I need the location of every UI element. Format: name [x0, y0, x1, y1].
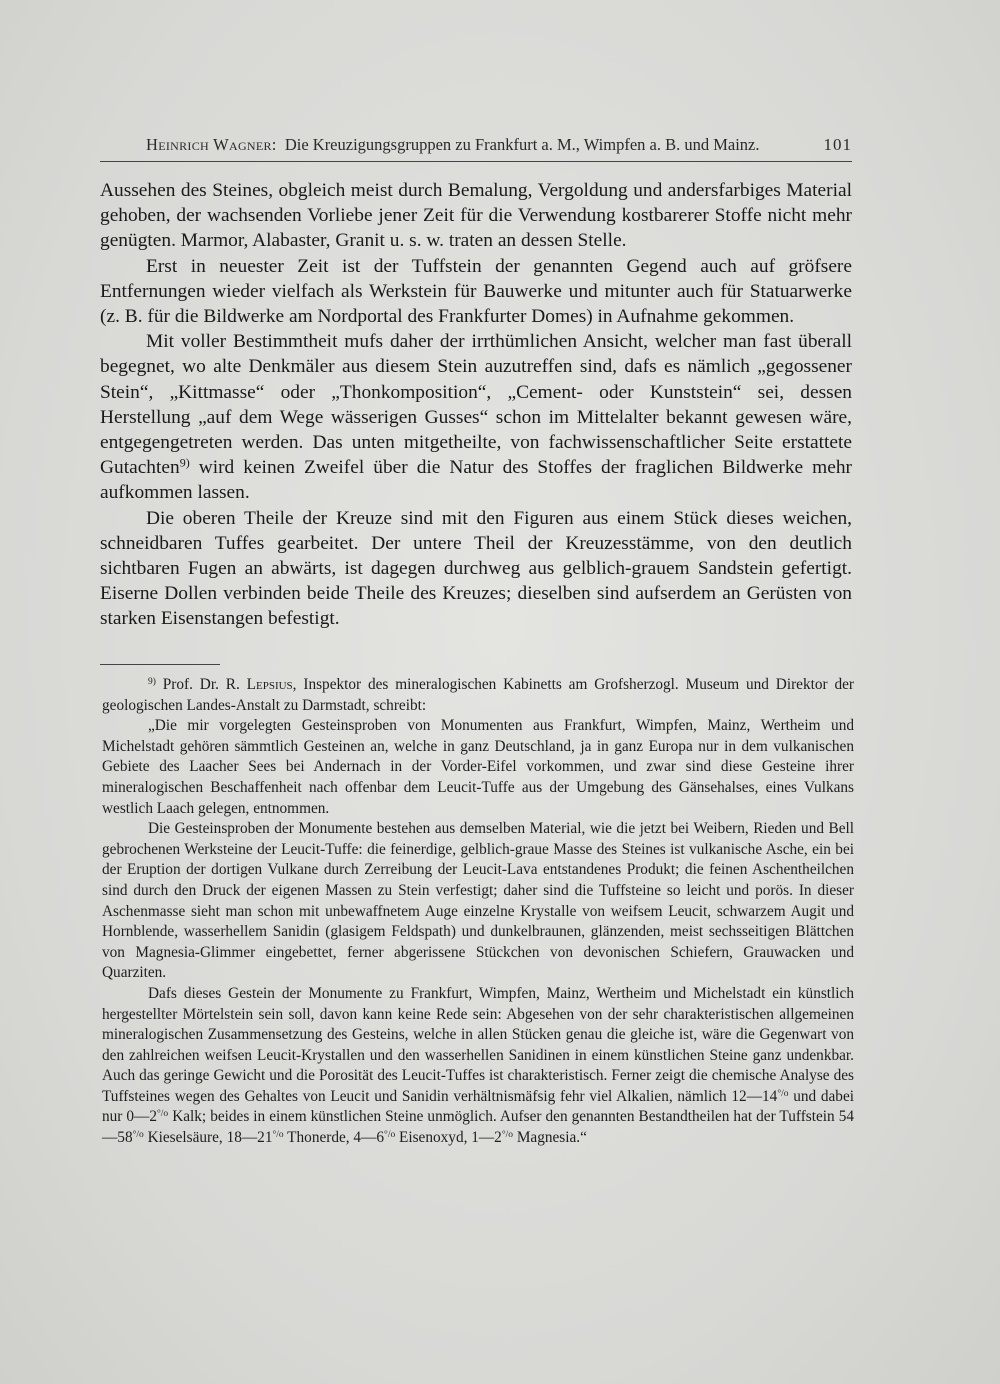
footnote-marker: 9) — [148, 676, 156, 687]
percent-sign: °/o — [132, 1129, 144, 1140]
page-number: 101 — [823, 135, 852, 154]
header-rule — [100, 161, 852, 162]
percent-sign: °/o — [157, 1109, 169, 1120]
paragraph-2: Erst in neuester Zeit ist der Tuffstein der genannten Gegend auch auf gröfsere Entfernungen wieder vielfach als Werkstein für Bauwerke und mitunter auch für Statuarwerke (z. B. für die Bildwerke am Nordportal des Frankfurter Domes) in Aufnahme gekommen. — [100, 255, 852, 328]
percent-sign: °/o — [272, 1129, 284, 1140]
quote-3-part-b: und dabei nur 0—2 — [102, 1087, 854, 1126]
footnote-intro — [102, 675, 854, 716]
paragraph-3 — [100, 329, 852, 505]
quote-3-part-g: Magnesia.“ — [513, 1129, 587, 1147]
quote-3-part-c: Kalk; beides in einem künstlichen Steine unmöglich. Aufser den genannten Bestandtheilen hat der Tuffstein 54—58 — [102, 1108, 854, 1147]
footnote-author-name: Lepsius — [246, 676, 293, 693]
running-header — [146, 132, 852, 158]
footnote-quote-3 — [102, 984, 854, 1149]
percent-sign: °/o — [384, 1129, 396, 1140]
percent-sign: °/o — [501, 1129, 513, 1140]
quote-3-part-d: Kieselsäure, 18—21 — [143, 1129, 273, 1147]
footnote-quote-2: Die Gesteinsproben der Monumente bestehen aus demselben Material, wie die jetzt bei Weibern, Rieden und Bell gebrochenen Werksteine der Leucit-Tuffe: die feinerdige, gelblich-graue Masse des Steines ist vulkanische Asche, ein bei der Eruption der dortigen Vulkane durch Zerreibung der Leucit-Lava entstandenes Produkt; die feinen Aschentheilchen sind durch den Druck der eigenen Massen zu Stein verfestigt; daher sind die Tuffsteine so leicht und porös. In dieser Aschenmasse sieht man schon mit unbewaffnetem Auge einzelne Krystalle von weifsem Leucit, schwarzem Augit und Hornblende, wasserhellem Sanidin (glasigem Feldspath) und dunkelbraunen, glänzenden, meist sechsseitigen Blättchen von Magnesia-Glimmer eingebettet, ferner abgerissene Stückchen von devonischen Schiefern, Grauwacken und Quarziten. — [102, 820, 854, 982]
paragraph-3-text-end: wird keinen Zweifel über die Natur des Stoffes der fraglichen Bildwerke mehr aufkommen lassen. — [100, 457, 852, 504]
paragraph-4: Die oberen Theile der Kreuze sind mit den Figuren aus einem Stück dieses weichen, schneidbaren Tuffes gearbeitet. Der untere Theil der Kreuzesstämme, von den deutlich sichtbaren Fugen an abwärts, ist dagegen durchweg aus gelblich-grauem Sandstein gefertigt. Eiserne Dollen verbinden beide Theile des Kreuzes; dieselben sind aufserdem an Gerüsten von starken Eisenstangen befestigt. — [100, 507, 852, 630]
paragraph-3-text-start: Mit voller Bestimmtheit mufs daher der irrthümlichen Ansicht, welcher man fast überall begegnet, wo alte Denkmäler aus diesem Stein auzutreffen sind, dafs es nämlich „gegossener Stein“, „Kittmasse“ oder „Thonkomposition“, „Cement- oder Kunststein“ sei, dessen Herstellung „auf dem Wege wässerigen Gusses“ schon im Mittelalter bekannt gewesen wäre, entgegengetreten werden. Das unten mitgetheilte, von fachwissenschaftlicher Seite erstattete Gutachten — [100, 331, 852, 479]
percent-sign: °/o — [777, 1088, 789, 1099]
quote-3-part-a: Dafs dieses Gestein der Monumente zu Frankfurt, Wimpfen, Mainz, Wertheim und Michelstadt ein künstlich hergestellter Mörtelstein sein soll, davon kann keine Rede sein: Abgesehen von der sehr charakteristischen allgemeinen mineralogischen Zusammensetzung des Gesteins, welche in allen Stücken genau die gleiche ist, wäre die Gegenwart von den zahlreichen weifsen Leucit-Krystallen und den wasserhellen Sanidinen in einem künstlichen Steine ganz undenkbar. Auch das geringe Gewicht und die Porosität des Leucit-Tuffes ist charakteristisch. Ferner zeigt die chemische Analyse des Tuffsteines wegen des Gehaltes von Leucit und Sanidin verhältnismäfsig fehr viel Alkalien, nämlich 12—14 — [102, 984, 854, 1105]
header-title: Die Kreuzigungsgruppen zu Frankfurt a. M., Wimpfen a. B. und Mainz. — [284, 135, 760, 154]
footnote-quote-1: „Die mir vorgelegten Gesteinsproben von Monumenten aus Frankfurt, Wimpfen, Mainz, Wertheim und Michelstadt gehören sämmtlich Gesteinen an, welche in ganz Deutschland, ja in ganz Europa nur in dem vulkanischen Gebiete des Laacher Sees bei Andernach in der Vorder-Eifel vorkommen, und zwar sind diese Gesteine ihrer mineralogischen Beschaffenheit nach offenbar dem Leucit-Tuffe aus der Umgebung des Gänsehalses, eines Vulkans westlich Laach gelegen, entnommen. — [102, 717, 854, 817]
quote-3-part-e: Thonerde, 4—6 — [283, 1129, 385, 1147]
footnote-intro-text: Prof. Dr. R. — [155, 676, 247, 693]
footnote — [102, 675, 854, 1149]
paragraph-1: Aussehen des Steines, obgleich meist durch Bemalung, Vergoldung und andersfarbiges Material gehoben, der wachsenden Vorliebe jener Zeit für die Verwendung kostbarerer Stoffe nicht mehr genügten. Marmor, Alabaster, Granit u. s. w. traten an dessen Stelle. — [100, 180, 852, 252]
footnote-rule — [100, 664, 220, 665]
footnote-reference: 9) — [179, 455, 190, 470]
footnote-intro-rest: , Inspektor des mineralogischen Kabinetts am Grofsherzogl. Museum und Direktor der geologischen Landes-Anstalt zu Darmstadt, schreibt: — [102, 676, 854, 714]
quote-3-part-f: Eisenoxyd, 1—2 — [395, 1129, 502, 1147]
main-text — [100, 178, 852, 632]
header-author: Heinrich Wagner: — [146, 135, 277, 154]
